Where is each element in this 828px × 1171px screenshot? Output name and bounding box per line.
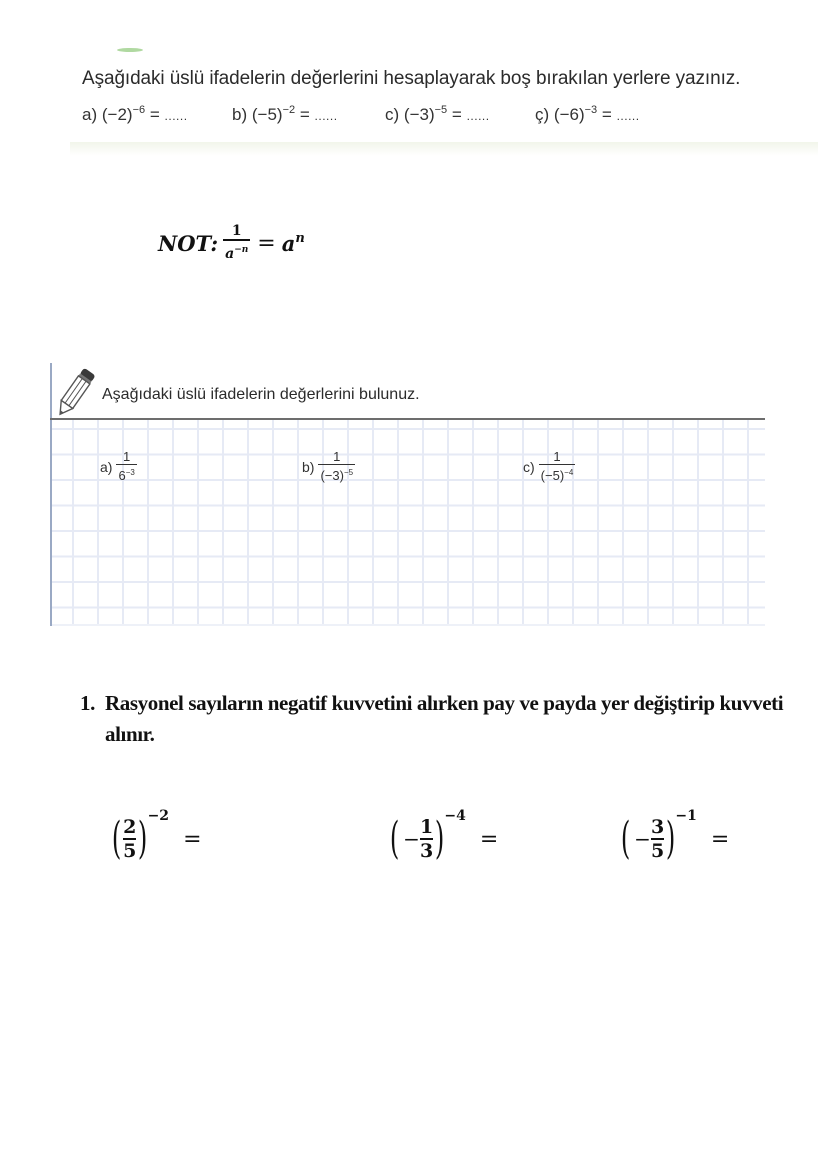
top-item-c [385, 104, 490, 125]
grid-item-b [302, 449, 355, 484]
equals-sign: = [183, 826, 202, 852]
equals-sign: = [479, 826, 499, 852]
item-base: (−5) [251, 105, 283, 124]
expression-3 [617, 808, 729, 870]
item-label: b) [302, 458, 315, 475]
fraction-numerator: 1 [553, 449, 561, 464]
expression-fraction [420, 816, 433, 862]
denominator-base: 6 [118, 468, 126, 483]
left-paren: ( [389, 813, 400, 864]
item-base: (−3) [403, 105, 435, 124]
item-base: (−2) [101, 105, 133, 124]
top-exercise-items [82, 104, 782, 128]
grid-item-a [100, 449, 137, 484]
minus-sign: − [403, 827, 420, 851]
item-label: a) [100, 458, 113, 475]
fraction-numerator: 2 [123, 816, 137, 839]
fraction-denominator: 3 [419, 839, 434, 862]
left-paren: ( [620, 813, 631, 864]
item-exponent: −6 [132, 104, 146, 116]
fraction-numerator: 1 [123, 449, 131, 464]
pencil-icon [54, 365, 96, 421]
decorative-green-mark [117, 48, 143, 52]
answer-blank[interactable]: ...... [466, 109, 490, 123]
fraction-numerator: 3 [650, 816, 665, 839]
expression-1 [108, 808, 202, 870]
item-equals: = [451, 105, 462, 124]
question-1 [80, 688, 800, 750]
grid-exercise-instruction: Aşağıdaki üslü ifadelerin değerlerini bulunuz. [102, 386, 420, 403]
equals-sign: = [257, 230, 276, 256]
fraction-numerator: 1 [419, 816, 434, 839]
fraction-denominator: 5 [650, 839, 665, 862]
equals-sign: = [710, 826, 730, 852]
grid-paper-answer-area[interactable] [52, 420, 765, 626]
expression-exponent: −4 [444, 808, 466, 824]
item-exponent: −5 [434, 104, 448, 116]
item-fraction [116, 449, 136, 484]
fraction-denominator [318, 465, 355, 484]
fraction-numerator: 1 [333, 449, 341, 464]
right-paren: ) [435, 813, 445, 864]
item-label: c) [385, 105, 400, 124]
question-text: Rasyonel sayıların negatif kuvvetini alırken pay ve payda yer değiştirip kuvveti alınır. [105, 691, 784, 746]
denominator-base: (−3) [320, 468, 344, 483]
fraction-denominator [116, 465, 136, 484]
note-formula [158, 220, 305, 266]
note-result [282, 231, 305, 256]
denominator-base: a [225, 245, 235, 262]
denominator-exponent: −3 [125, 468, 135, 477]
item-equals: = [299, 105, 310, 124]
item-equals: = [601, 105, 612, 124]
fraction-denominator: 5 [123, 839, 137, 862]
item-label: c) [523, 458, 535, 475]
denominator-exponent: −4 [564, 468, 574, 477]
answer-blank[interactable]: ...... [616, 109, 640, 123]
grid-exercise [50, 363, 765, 628]
expression-2 [386, 808, 498, 870]
denominator-base: (−5) [540, 468, 565, 483]
result-base: a [281, 230, 296, 256]
fraction-numerator: 1 [231, 223, 242, 240]
denominator-exponent: −n [234, 244, 249, 255]
card-shadow [70, 142, 818, 156]
top-exercise-card [70, 30, 818, 148]
denominator-exponent: −5 [343, 468, 354, 477]
item-equals: = [149, 105, 160, 124]
expression-fraction [651, 816, 664, 862]
expression-fraction [123, 816, 136, 862]
fraction-denominator [223, 241, 250, 263]
top-item-c-cedilla [535, 104, 640, 125]
item-label: b) [232, 105, 248, 124]
right-paren: ) [138, 813, 148, 864]
item-exponent: −2 [282, 104, 296, 116]
top-exercise-instruction: Aşağıdaki üslü ifadelerin değerlerini hesaplayarak boş bırakılan yerlere yazınız. [82, 68, 741, 89]
top-item-b [232, 104, 338, 125]
item-label: a) [82, 105, 98, 124]
note-label: NOT: [158, 230, 219, 256]
item-fraction [318, 449, 355, 484]
item-exponent: −3 [584, 104, 598, 116]
note-fraction [223, 223, 250, 263]
expression-exponent: −2 [147, 808, 170, 824]
item-fraction [539, 449, 576, 484]
left-paren: ( [111, 813, 122, 864]
grid-item-c [523, 449, 575, 484]
answer-blank[interactable]: ...... [164, 109, 188, 123]
question-number: 1. [80, 691, 95, 715]
top-item-a [82, 104, 188, 125]
item-base: (−6) [553, 105, 585, 124]
right-paren: ) [666, 813, 676, 864]
answer-blank[interactable]: ...... [314, 109, 338, 123]
item-label: ç) [535, 105, 550, 124]
fraction-denominator [539, 465, 576, 484]
expression-exponent: −1 [675, 808, 697, 824]
result-exponent: n [295, 230, 305, 246]
minus-sign: − [634, 827, 651, 851]
